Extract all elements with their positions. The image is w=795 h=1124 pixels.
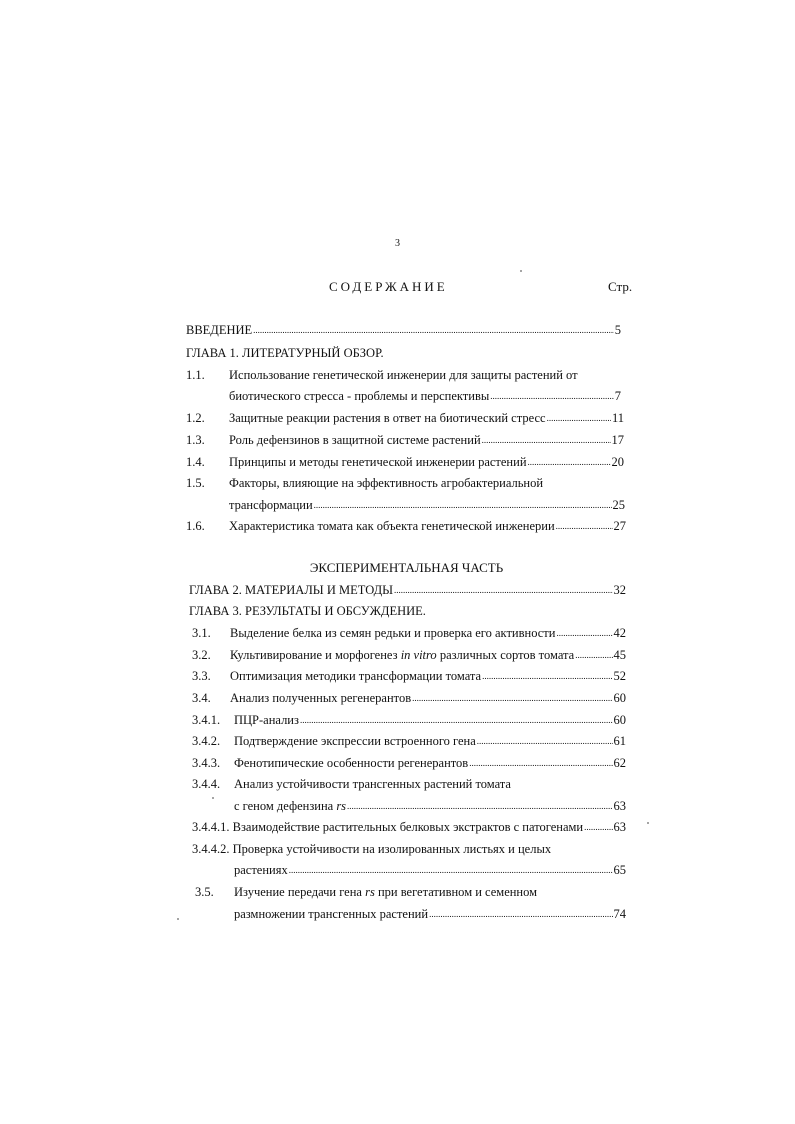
toc-entry-text-part: Изучение передачи гена <box>234 885 366 899</box>
toc-entry-page: 25 <box>612 498 625 512</box>
toc-entry-text-part: с геном дефензина <box>234 799 337 813</box>
leader-dots <box>528 451 611 472</box>
toc-entry-text: Использование генетической инженерии для защиты растений от <box>229 368 578 382</box>
toc-entry-text: ВВЕДЕНИЕ <box>186 323 253 337</box>
leader-dots <box>253 319 614 340</box>
section-heading-experimental: ЭКСПЕРИМЕНТАЛЬНАЯ ЧАСТЬ <box>309 560 504 575</box>
toc-entry-text: Анализ устойчивости трансгенных растений томата <box>234 777 511 791</box>
toc-entry-introduction <box>186 320 621 340</box>
toc-entry-number: 3.2. <box>192 648 211 662</box>
toc-entry-text-italic: in vitro <box>400 648 437 662</box>
toc-entry-3-4-3 <box>192 753 626 773</box>
toc-entry-text <box>234 796 346 816</box>
toc-entry-3-4-4-2-cont <box>234 860 626 880</box>
leader-dots <box>482 665 612 686</box>
toc-entry-page: 45 <box>613 648 626 662</box>
toc-entry-text: биотического стресса - проблемы и перспективы <box>229 389 490 403</box>
toc-entry-text: ПЦР-анализ <box>234 713 299 727</box>
toc-chapter-3 <box>189 601 626 621</box>
toc-entry-text: Факторы, влияющие на эффективность агробактериальной <box>229 476 544 490</box>
toc-entry-1-2 <box>186 408 624 428</box>
toc-entry-text: ГЛАВА 1. ЛИТЕРАТУРНЫЙ ОБЗОР. <box>186 346 384 360</box>
toc-entry-3-4-4 <box>192 774 626 794</box>
toc-entry-text: ГЛАВА 3. РЕЗУЛЬТАТЫ И ОБСУЖДЕНИЕ. <box>189 604 426 618</box>
toc-entry-text <box>230 645 574 665</box>
toc-entry-text: Фенотипические особенности регенерантов <box>234 756 469 770</box>
scan-speck <box>212 797 214 799</box>
toc-entry-text: Подтверждение экспрессии встроенного гена <box>234 734 476 748</box>
toc-entry-number: 1.4. <box>186 455 205 469</box>
toc-entry-page: 5 <box>614 323 621 337</box>
toc-entry-page: 61 <box>613 734 626 748</box>
toc-entry-page: 63 <box>613 820 626 834</box>
toc-entry-number: 1.6. <box>186 519 205 533</box>
leader-dots <box>547 407 611 428</box>
toc-entry-number: 3.4.1. <box>192 713 221 727</box>
toc-entry-text-italic: rs <box>365 885 375 899</box>
toc-entry-text: ГЛАВА 2. МАТЕРИАЛЫ И МЕТОДЫ <box>189 583 394 597</box>
toc-entry-3-5 <box>195 882 626 902</box>
toc-entry-3-2 <box>192 645 626 665</box>
toc-entry-page: 17 <box>611 433 624 447</box>
toc-entry-3-4-4-2 <box>192 839 626 859</box>
toc-entry-1-5 <box>186 473 624 493</box>
toc-entry-page: 27 <box>613 519 626 533</box>
leader-dots <box>482 429 611 450</box>
toc-entry-text: 3.4.4.1. Взаимодействие растительных белковых экстрактов с патогенами <box>192 820 584 834</box>
toc-entry-page: 11 <box>611 411 624 425</box>
toc-entry-text: Характеристика томата как объекта генетической инженерии <box>229 519 555 533</box>
toc-title: СОДЕРЖАНИЕ <box>329 279 448 294</box>
toc-chapter-1 <box>186 343 621 363</box>
toc-entry-number: 3.3. <box>192 669 211 683</box>
leader-dots <box>347 795 612 816</box>
page-number: 3 <box>395 238 400 249</box>
toc-entry-3-4 <box>192 688 626 708</box>
toc-entry-number: 1.1. <box>186 368 205 382</box>
toc-entry-1-1 <box>186 365 621 385</box>
toc-entry-page: 60 <box>613 713 626 727</box>
toc-entry-text: Выделение белка из семян редьки и проверка его активности <box>230 626 556 640</box>
toc-entry-1-4 <box>186 452 624 472</box>
leader-dots <box>584 816 612 837</box>
scan-speck <box>177 918 179 920</box>
toc-entry-number: 3.4. <box>192 691 211 705</box>
leader-dots <box>314 494 612 515</box>
toc-entry-page: 62 <box>613 756 626 770</box>
toc-entry-number: 3.4.2. <box>192 734 221 748</box>
toc-entry-page: 42 <box>613 626 626 640</box>
toc-entry-number: 3.4.4. <box>192 777 221 791</box>
toc-entry-3-4-4-1 <box>192 817 626 837</box>
toc-entry-text-part: при вегетативном и семенном <box>374 885 538 899</box>
toc-entry-1-1-cont <box>229 386 621 406</box>
toc-entry-3-4-1 <box>192 710 626 730</box>
toc-entry-text: Оптимизация методики трансформации томата <box>230 669 482 683</box>
toc-entry-text: Роль дефензинов в защитной системе растений <box>229 433 481 447</box>
leader-dots <box>394 579 612 600</box>
toc-entry-page: 60 <box>613 691 626 705</box>
toc-entry-number: 1.5. <box>186 476 205 490</box>
toc-entry-1-3 <box>186 430 624 450</box>
toc-entry-page: 63 <box>613 799 626 813</box>
toc-entry-text: 3.4.4.2. Проверка устойчивости на изолированных листьях и целых <box>192 842 552 856</box>
toc-entry-number: 3.5. <box>195 885 214 899</box>
toc-entry-text-part: различных сортов томата <box>436 648 575 662</box>
toc-entry-page: 7 <box>614 389 621 403</box>
toc-entry-text-italic: rs <box>336 799 347 813</box>
scan-speck <box>647 822 649 824</box>
toc-entry-3-1 <box>192 623 626 643</box>
toc-entry-text: трансформации <box>229 498 313 512</box>
leader-dots <box>300 709 613 730</box>
leader-dots <box>469 752 612 773</box>
leader-dots <box>556 622 612 643</box>
scan-speck <box>520 270 522 272</box>
toc-entry-3-4-2 <box>192 731 626 751</box>
toc-entry-page: 65 <box>613 863 626 877</box>
leader-dots <box>289 859 613 880</box>
toc-entry-text: Анализ полученных регенерантов <box>230 691 412 705</box>
toc-entry-page: 52 <box>613 669 626 683</box>
toc-entry-number: 1.3. <box>186 433 205 447</box>
toc-entry-page: 32 <box>613 583 626 597</box>
toc-entry-3-4-4-cont <box>234 796 626 816</box>
toc-entry-text: размножении трансгенных растений <box>234 907 429 921</box>
toc-entry-text: Защитные реакции растения в ответ на биотический стресс <box>229 411 546 425</box>
toc-entry-number: 1.2. <box>186 411 205 425</box>
toc-entry-text: растениях <box>234 863 288 877</box>
toc-entry-3-5-cont <box>234 904 626 924</box>
leader-dots <box>477 730 613 751</box>
toc-entry-text <box>234 882 537 902</box>
toc-entry-3-3 <box>192 666 626 686</box>
toc-entry-page: 74 <box>613 907 626 921</box>
toc-entry-page: 20 <box>611 455 624 469</box>
leader-dots <box>556 515 613 536</box>
toc-chapter-2 <box>189 580 626 600</box>
toc-entry-number: 3.1. <box>192 626 211 640</box>
leader-dots <box>429 903 612 924</box>
leader-dots <box>412 687 612 708</box>
toc-entry-number: 3.4.3. <box>192 756 221 770</box>
leader-dots <box>490 385 614 406</box>
toc-entry-1-5-cont <box>229 495 625 515</box>
leader-dots <box>575 644 612 665</box>
toc-entry-text: Принципы и методы генетической инженерии растений <box>229 455 527 469</box>
toc-entry-1-6 <box>186 516 626 536</box>
toc-entry-text-part: Культивирование и морфогенез <box>230 648 401 662</box>
page-column-label: Стр. <box>608 279 633 294</box>
